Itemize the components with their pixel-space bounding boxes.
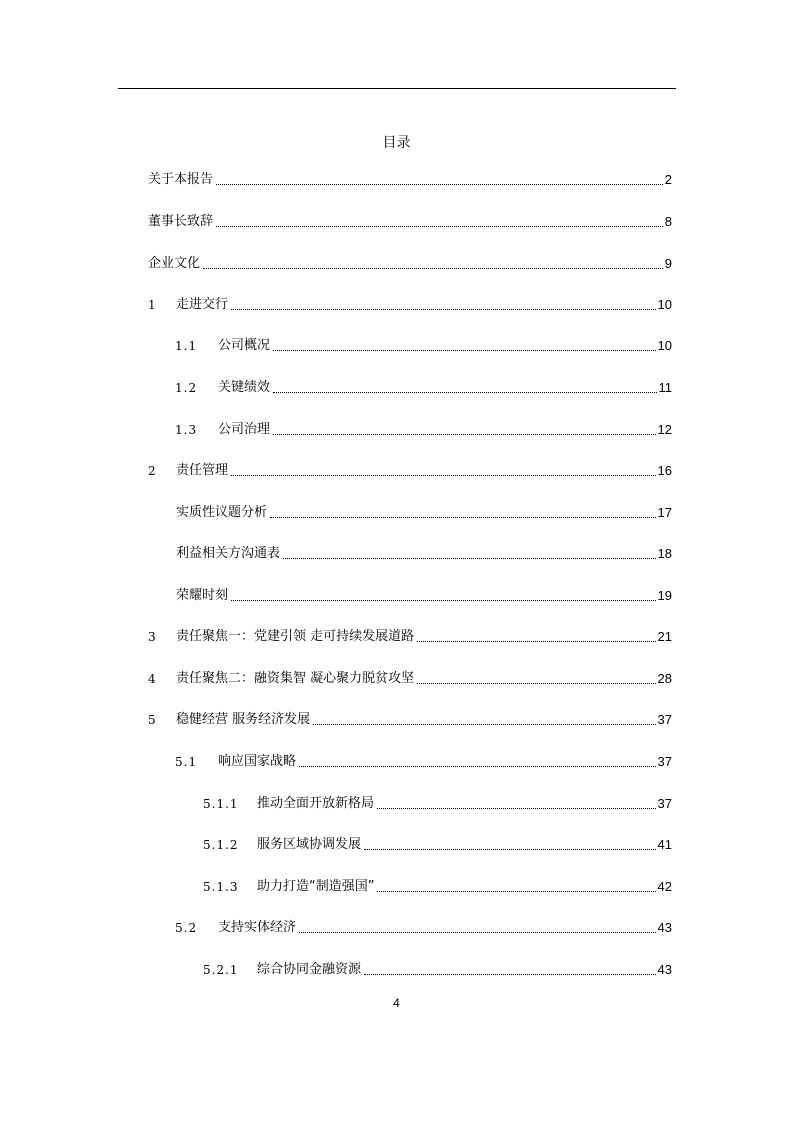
toc-leader <box>364 849 656 850</box>
toc-leader <box>299 932 656 933</box>
toc-entry-number: 5.1 <box>175 755 198 769</box>
toc-entry-number: 3 <box>148 630 157 644</box>
toc-entry-page: 16 <box>657 463 672 478</box>
toc-entry-label: 荣耀时刻 <box>176 588 229 603</box>
toc-entry[interactable] <box>148 212 672 232</box>
toc-leader <box>270 517 656 518</box>
toc-entry-page: 18 <box>657 546 672 561</box>
toc-entry-label: 责任聚焦二：融资集智 凝心聚力脱贫攻坚 <box>176 671 415 686</box>
toc-leader <box>377 891 655 892</box>
toc-entry[interactable] <box>176 544 672 564</box>
toc-leader <box>364 974 656 975</box>
toc-entry[interactable] <box>148 710 672 730</box>
toc-entry-label: 公司概况 <box>218 338 271 353</box>
toc-entry-label: 企业文化 <box>148 256 201 271</box>
toc-entry[interactable] <box>203 960 672 980</box>
toc-entry[interactable] <box>176 586 672 606</box>
toc-entry-label: 助力打造“制造强国” <box>257 879 375 894</box>
toc-entry-number: 5.1.2 <box>203 838 239 852</box>
toc-entry-number: 1.2 <box>175 381 198 395</box>
toc-entry-label: 响应国家战略 <box>218 754 297 769</box>
toc-leader <box>231 475 656 476</box>
toc-entry[interactable] <box>148 295 672 315</box>
toc-entry[interactable] <box>148 170 672 190</box>
toc-leader <box>231 600 656 601</box>
toc-leader <box>377 808 656 809</box>
toc-entry[interactable] <box>175 378 672 398</box>
toc-entry[interactable] <box>175 420 672 440</box>
toc-entry[interactable] <box>175 752 672 772</box>
toc-entry-page: 43 <box>657 962 672 977</box>
page-number: 4 <box>393 996 400 1010</box>
toc-entry-number: 5.1.3 <box>203 880 239 894</box>
toc-entry[interactable] <box>175 336 672 356</box>
toc-entry[interactable] <box>203 877 672 897</box>
toc-entry-number: 5.1.1 <box>203 797 239 811</box>
toc-entry[interactable] <box>148 669 672 689</box>
toc-entry[interactable] <box>175 918 672 938</box>
toc-entry-number: 1.1 <box>175 339 198 353</box>
toc-entry[interactable] <box>203 794 672 814</box>
toc-entry-label: 利益相关方沟通表 <box>176 546 281 561</box>
toc-entry-page: 17 <box>657 505 672 520</box>
toc-entry-number: 1.3 <box>175 423 198 437</box>
toc-title: 目录 <box>382 135 411 151</box>
toc-entry[interactable] <box>148 254 672 274</box>
toc-leader <box>203 268 663 269</box>
toc-leader <box>273 392 656 393</box>
toc-leader <box>216 226 663 227</box>
toc-entry-page: 9 <box>664 256 672 271</box>
toc-leader <box>231 309 656 310</box>
toc-entry-number: 1 <box>148 298 157 312</box>
toc-entry-page: 43 <box>657 920 672 935</box>
toc-leader <box>273 434 656 435</box>
toc-entry-page: 10 <box>657 338 672 353</box>
toc-entry[interactable] <box>203 835 672 855</box>
toc-entry-page: 37 <box>657 712 672 727</box>
toc-entry-page: 2 <box>664 172 672 187</box>
toc-entry-page: 28 <box>657 671 672 686</box>
toc-entry-page: 11 <box>658 380 672 395</box>
toc-entry-label: 关键绩效 <box>218 380 271 395</box>
toc-entry-label: 责任聚焦一：党建引领 走可持续发展道路 <box>176 629 415 644</box>
toc-entry-page: 41 <box>657 837 672 852</box>
toc-entry-label: 推动全面开放新格局 <box>257 796 375 811</box>
toc-entry-label: 关于本报告 <box>148 172 214 187</box>
toc-entry-label: 公司治理 <box>218 422 271 437</box>
toc-leader <box>299 766 656 767</box>
toc-entry-page: 37 <box>657 796 672 811</box>
toc-entry-label: 支持实体经济 <box>218 920 297 935</box>
toc-entry-number: 5.2.1 <box>203 963 239 977</box>
toc-entry[interactable] <box>148 627 672 647</box>
toc-entry-label: 走进交行 <box>176 297 229 312</box>
toc-entry-page: 8 <box>664 214 672 229</box>
toc-entry-number: 5.2 <box>175 921 198 935</box>
toc-entry-page: 21 <box>657 629 672 644</box>
toc-entry-number: 5 <box>148 713 157 727</box>
toc-entry-page: 10 <box>657 297 672 312</box>
toc-entry[interactable] <box>148 461 672 481</box>
toc-entry-page: 12 <box>657 422 672 437</box>
toc-entry-page: 37 <box>657 754 672 769</box>
toc-entry-page: 42 <box>657 879 672 894</box>
toc-entry-label: 实质性议题分析 <box>176 505 268 520</box>
toc-entry-number: 4 <box>148 672 157 686</box>
toc-leader <box>417 683 655 684</box>
toc-leader <box>313 724 655 725</box>
toc-leader <box>283 558 656 559</box>
toc-leader <box>273 350 656 351</box>
toc-entry-label: 服务区域协调发展 <box>257 837 362 852</box>
toc-entry-label: 董事长致辞 <box>148 214 214 229</box>
header-rule <box>118 88 676 89</box>
toc-entry-number: 2 <box>148 464 157 478</box>
toc-entry-label: 稳健经营 服务经济发展 <box>176 712 311 727</box>
toc-entry[interactable] <box>176 503 672 523</box>
toc-entry-label: 责任管理 <box>176 463 229 478</box>
toc-leader <box>417 641 655 642</box>
toc-leader <box>216 184 663 185</box>
toc-entry-label: 综合协同金融资源 <box>257 962 362 977</box>
toc-entry-page: 19 <box>657 588 672 603</box>
